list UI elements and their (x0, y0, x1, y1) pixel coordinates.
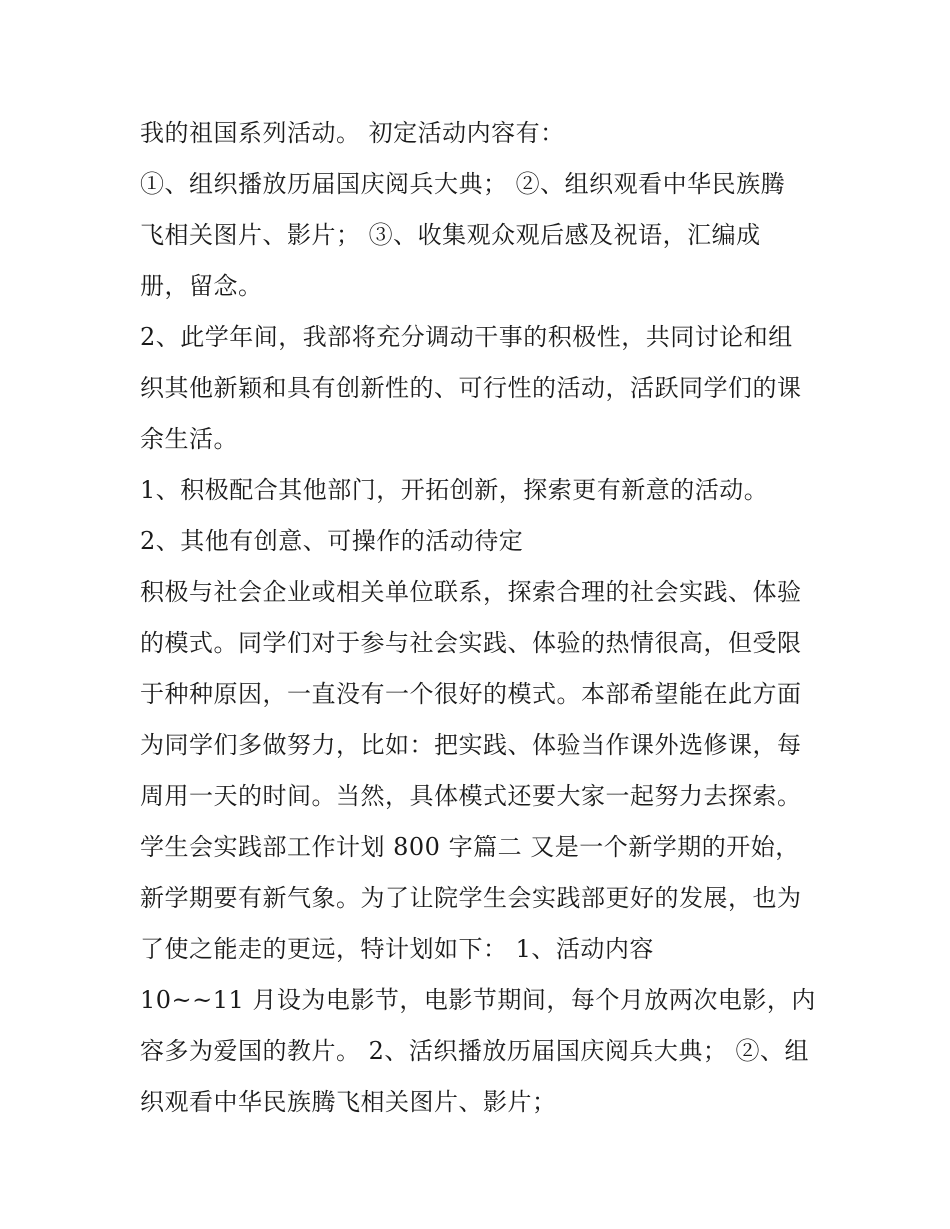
text-line: 我的祖国系列活动。 初定活动内容有： (140, 119, 565, 147)
text-line: 飞相关图片、影片； ③、收集观众观后感及祝语，汇编成 (140, 221, 761, 249)
text-line: 了使之能走的更远，特计划如下： 1、活动内容 (140, 935, 654, 963)
document-body (140, 108, 820, 1128)
text-line: 1、积极配合其他部门，开拓创新，探索更有新意的活动。 (140, 476, 769, 504)
text-line: 新学期要有新气象。为了让院学生会实践部更好的发展，也为 (140, 884, 802, 912)
text-line: 学生会实践部工作计划 800 字篇二 又是一个新学期的开始， (140, 833, 800, 861)
text-line: 为同学们多做努力，比如：把实践、体验当作课外选修课，每 (140, 731, 802, 759)
text-line: 余生活。 (140, 425, 238, 453)
text-line: 织观看中华民族腾飞相关图片、影片； (140, 1088, 557, 1116)
text-line: 于种种原因，一直没有一个很好的模式。本部希望能在此方面 (140, 680, 802, 708)
text-line: 织其他新颖和具有创新性的、可行性的活动，活跃同学们的课 (140, 374, 802, 402)
text-line: 册，留念。 (140, 272, 263, 300)
text-line: 2、此学年间，我部将充分调动干事的积极性，共同讨论和组 (140, 323, 793, 351)
text-line: 容多为爱国的教片。 2、活织播放历届国庆阅兵大典； ②、组 (140, 1037, 810, 1065)
text-line: 的模式。同学们对于参与社会实践、体验的热情很高，但受限 (140, 629, 802, 657)
text-line: 2、其他有创意、可操作的活动待定 (140, 527, 524, 555)
text-line: ①、组织播放历届国庆阅兵大典； ②、组织观看中华民族腾 (140, 170, 786, 198)
text-line: 积极与社会企业或相关单位联系，探索合理的社会实践、体验 (140, 578, 802, 606)
text-line: 周用一天的时间。当然，具体模式还要大家一起努力去探索。 (140, 782, 802, 810)
text-line: 10~~11 月设为电影节，电影节期间，每个月放两次电影，内 (140, 986, 816, 1014)
